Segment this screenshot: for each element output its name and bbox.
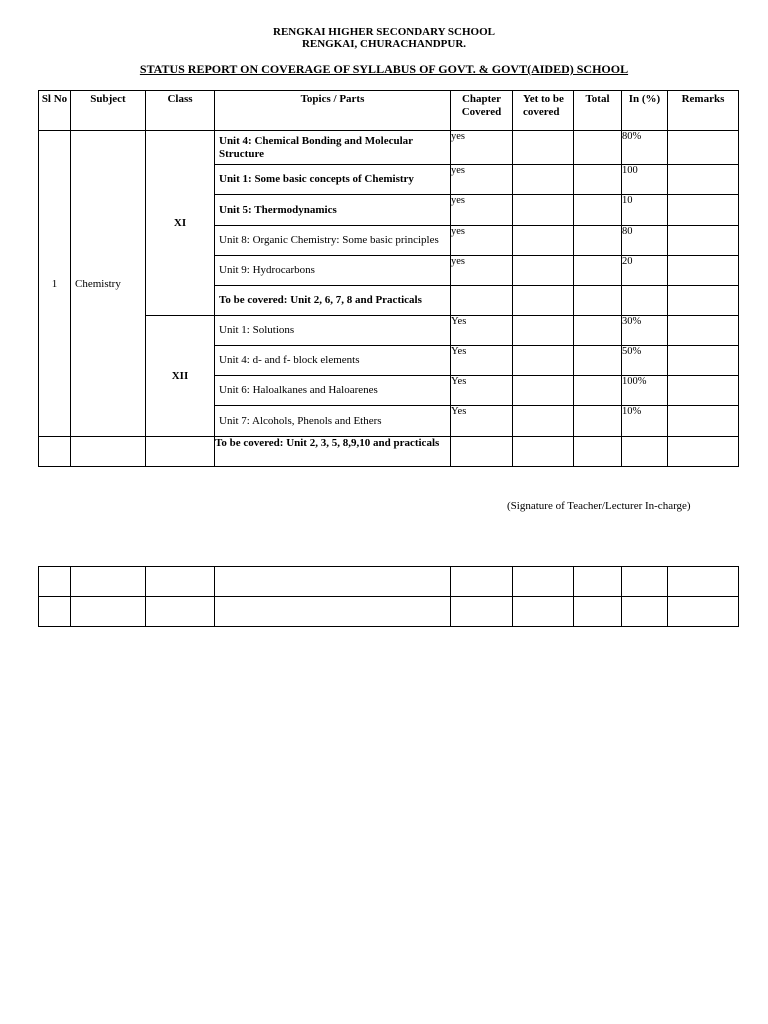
blank-cell	[39, 567, 71, 597]
percent-cell: 10	[622, 195, 668, 226]
percent-cell: 100	[622, 165, 668, 195]
blank-cell	[622, 567, 668, 597]
column-header-topics: Topics / Parts	[215, 91, 451, 131]
sl-no-cell: 1	[39, 131, 71, 437]
table-row	[39, 437, 739, 467]
yet-to-be-covered-cell	[513, 316, 574, 346]
percent-cell: 30%	[622, 316, 668, 346]
blank-cell	[451, 567, 513, 597]
column-header-yet-to-be-covered: Yet to be covered	[513, 91, 574, 131]
chapter-covered-cell: Yes	[451, 316, 513, 346]
subject-cell: Chemistry	[71, 131, 146, 437]
topic-cell: To be covered: Unit 2, 3, 5, 8,9,10 and practicals	[215, 437, 451, 467]
yet-to-be-covered-cell	[513, 286, 574, 316]
remarks-cell	[668, 165, 739, 195]
blank-cell	[215, 567, 451, 597]
topic-cell: Unit 9: Hydrocarbons	[215, 256, 451, 286]
total-cell	[574, 195, 622, 226]
blank-cell	[513, 597, 574, 627]
chapter-covered-cell: yes	[451, 165, 513, 195]
blank-cell	[513, 567, 574, 597]
percent-cell: 100%	[622, 376, 668, 406]
column-header-chapter-covered: Chapter Covered	[451, 91, 513, 131]
total-cell	[574, 346, 622, 376]
total-cell	[574, 286, 622, 316]
column-header-percent: In (%)	[622, 91, 668, 131]
blank-cell	[574, 597, 622, 627]
yet-to-be-covered-cell	[513, 195, 574, 226]
percent-cell: 50%	[622, 346, 668, 376]
chapter-covered-cell	[451, 437, 513, 467]
table-row	[39, 131, 739, 165]
total-cell	[574, 406, 622, 437]
yet-to-be-covered-cell	[513, 165, 574, 195]
blank-cell	[215, 597, 451, 627]
percent-cell: 80%	[622, 131, 668, 165]
remarks-cell	[668, 131, 739, 165]
remarks-cell	[668, 256, 739, 286]
class-cell	[146, 437, 215, 467]
remarks-cell	[668, 346, 739, 376]
blank-row	[39, 597, 739, 627]
column-header-class: Class	[146, 91, 215, 131]
signature-line: (Signature of Teacher/Lecturer In-charge)	[507, 500, 691, 512]
topic-cell: Unit 4: d- and f- block elements	[215, 346, 451, 376]
blank-cell	[39, 597, 71, 627]
chapter-covered-cell: Yes	[451, 346, 513, 376]
percent-cell	[622, 437, 668, 467]
class-xi-cell: XI	[146, 131, 215, 316]
topic-cell: Unit 1: Some basic concepts of Chemistry	[215, 165, 451, 195]
blank-cell	[668, 597, 739, 627]
yet-to-be-covered-cell	[513, 437, 574, 467]
total-cell	[574, 165, 622, 195]
total-cell	[574, 226, 622, 256]
blank-cell	[622, 597, 668, 627]
remarks-cell	[668, 195, 739, 226]
school-location: RENGKAI, CHURACHANDPUR.	[301, 38, 467, 50]
syllabus-status-table	[38, 90, 739, 467]
table-header-row	[39, 91, 739, 131]
column-header-subject: Subject	[71, 91, 146, 131]
column-header-total: Total	[574, 91, 622, 131]
total-cell	[574, 437, 622, 467]
chapter-covered-cell: yes	[451, 131, 513, 165]
topic-cell: Unit 7: Alcohols, Phenols and Ethers	[215, 406, 451, 437]
total-cell	[574, 256, 622, 286]
total-cell	[574, 316, 622, 346]
chapter-covered-cell: Yes	[451, 406, 513, 437]
class-xii-cell: XII	[146, 316, 215, 437]
blank-row	[39, 567, 739, 597]
blank-cell	[71, 597, 146, 627]
remarks-cell	[668, 406, 739, 437]
yet-to-be-covered-cell	[513, 256, 574, 286]
remarks-cell	[668, 286, 739, 316]
chapter-covered-cell: yes	[451, 256, 513, 286]
blank-cell	[71, 567, 146, 597]
total-cell	[574, 131, 622, 165]
school-name: RENGKAI HIGHER SECONDARY SCHOOL	[273, 26, 495, 38]
remarks-cell	[668, 437, 739, 467]
chapter-covered-cell	[451, 286, 513, 316]
topic-cell: To be covered: Unit 2, 6, 7, 8 and Practicals	[215, 286, 451, 316]
percent-cell: 10%	[622, 406, 668, 437]
column-header-sl-no: Sl No	[39, 91, 71, 131]
blank-cell	[146, 567, 215, 597]
topic-cell: Unit 8: Organic Chemistry: Some basic principles	[215, 226, 451, 256]
chapter-covered-cell: Yes	[451, 376, 513, 406]
yet-to-be-covered-cell	[513, 376, 574, 406]
remarks-cell	[668, 316, 739, 346]
remarks-cell	[668, 376, 739, 406]
percent-cell: 80	[622, 226, 668, 256]
report-title: STATUS REPORT ON COVERAGE OF SYLLABUS OF GOVT. & GOVT(AIDED) SCHOOL	[139, 62, 629, 76]
column-header-remarks: Remarks	[668, 91, 739, 131]
blank-cell	[146, 597, 215, 627]
chapter-covered-cell: yes	[451, 195, 513, 226]
remarks-cell	[668, 226, 739, 256]
topic-cell: Unit 1: Solutions	[215, 316, 451, 346]
blank-cell	[668, 567, 739, 597]
blank-cell	[451, 597, 513, 627]
percent-cell: 20	[622, 256, 668, 286]
blank-table	[38, 566, 739, 627]
chapter-covered-cell: yes	[451, 226, 513, 256]
total-cell	[574, 376, 622, 406]
topic-cell: Unit 4: Chemical Bonding and Molecular Structure	[215, 131, 451, 165]
yet-to-be-covered-cell	[513, 131, 574, 165]
topic-cell: Unit 6: Haloalkanes and Haloarenes	[215, 376, 451, 406]
yet-to-be-covered-cell	[513, 406, 574, 437]
topic-cell: Unit 5: Thermodynamics	[215, 195, 451, 226]
subject-cell	[71, 437, 146, 467]
blank-cell	[574, 567, 622, 597]
percent-cell	[622, 286, 668, 316]
yet-to-be-covered-cell	[513, 226, 574, 256]
yet-to-be-covered-cell	[513, 346, 574, 376]
sl-no-cell	[39, 437, 71, 467]
